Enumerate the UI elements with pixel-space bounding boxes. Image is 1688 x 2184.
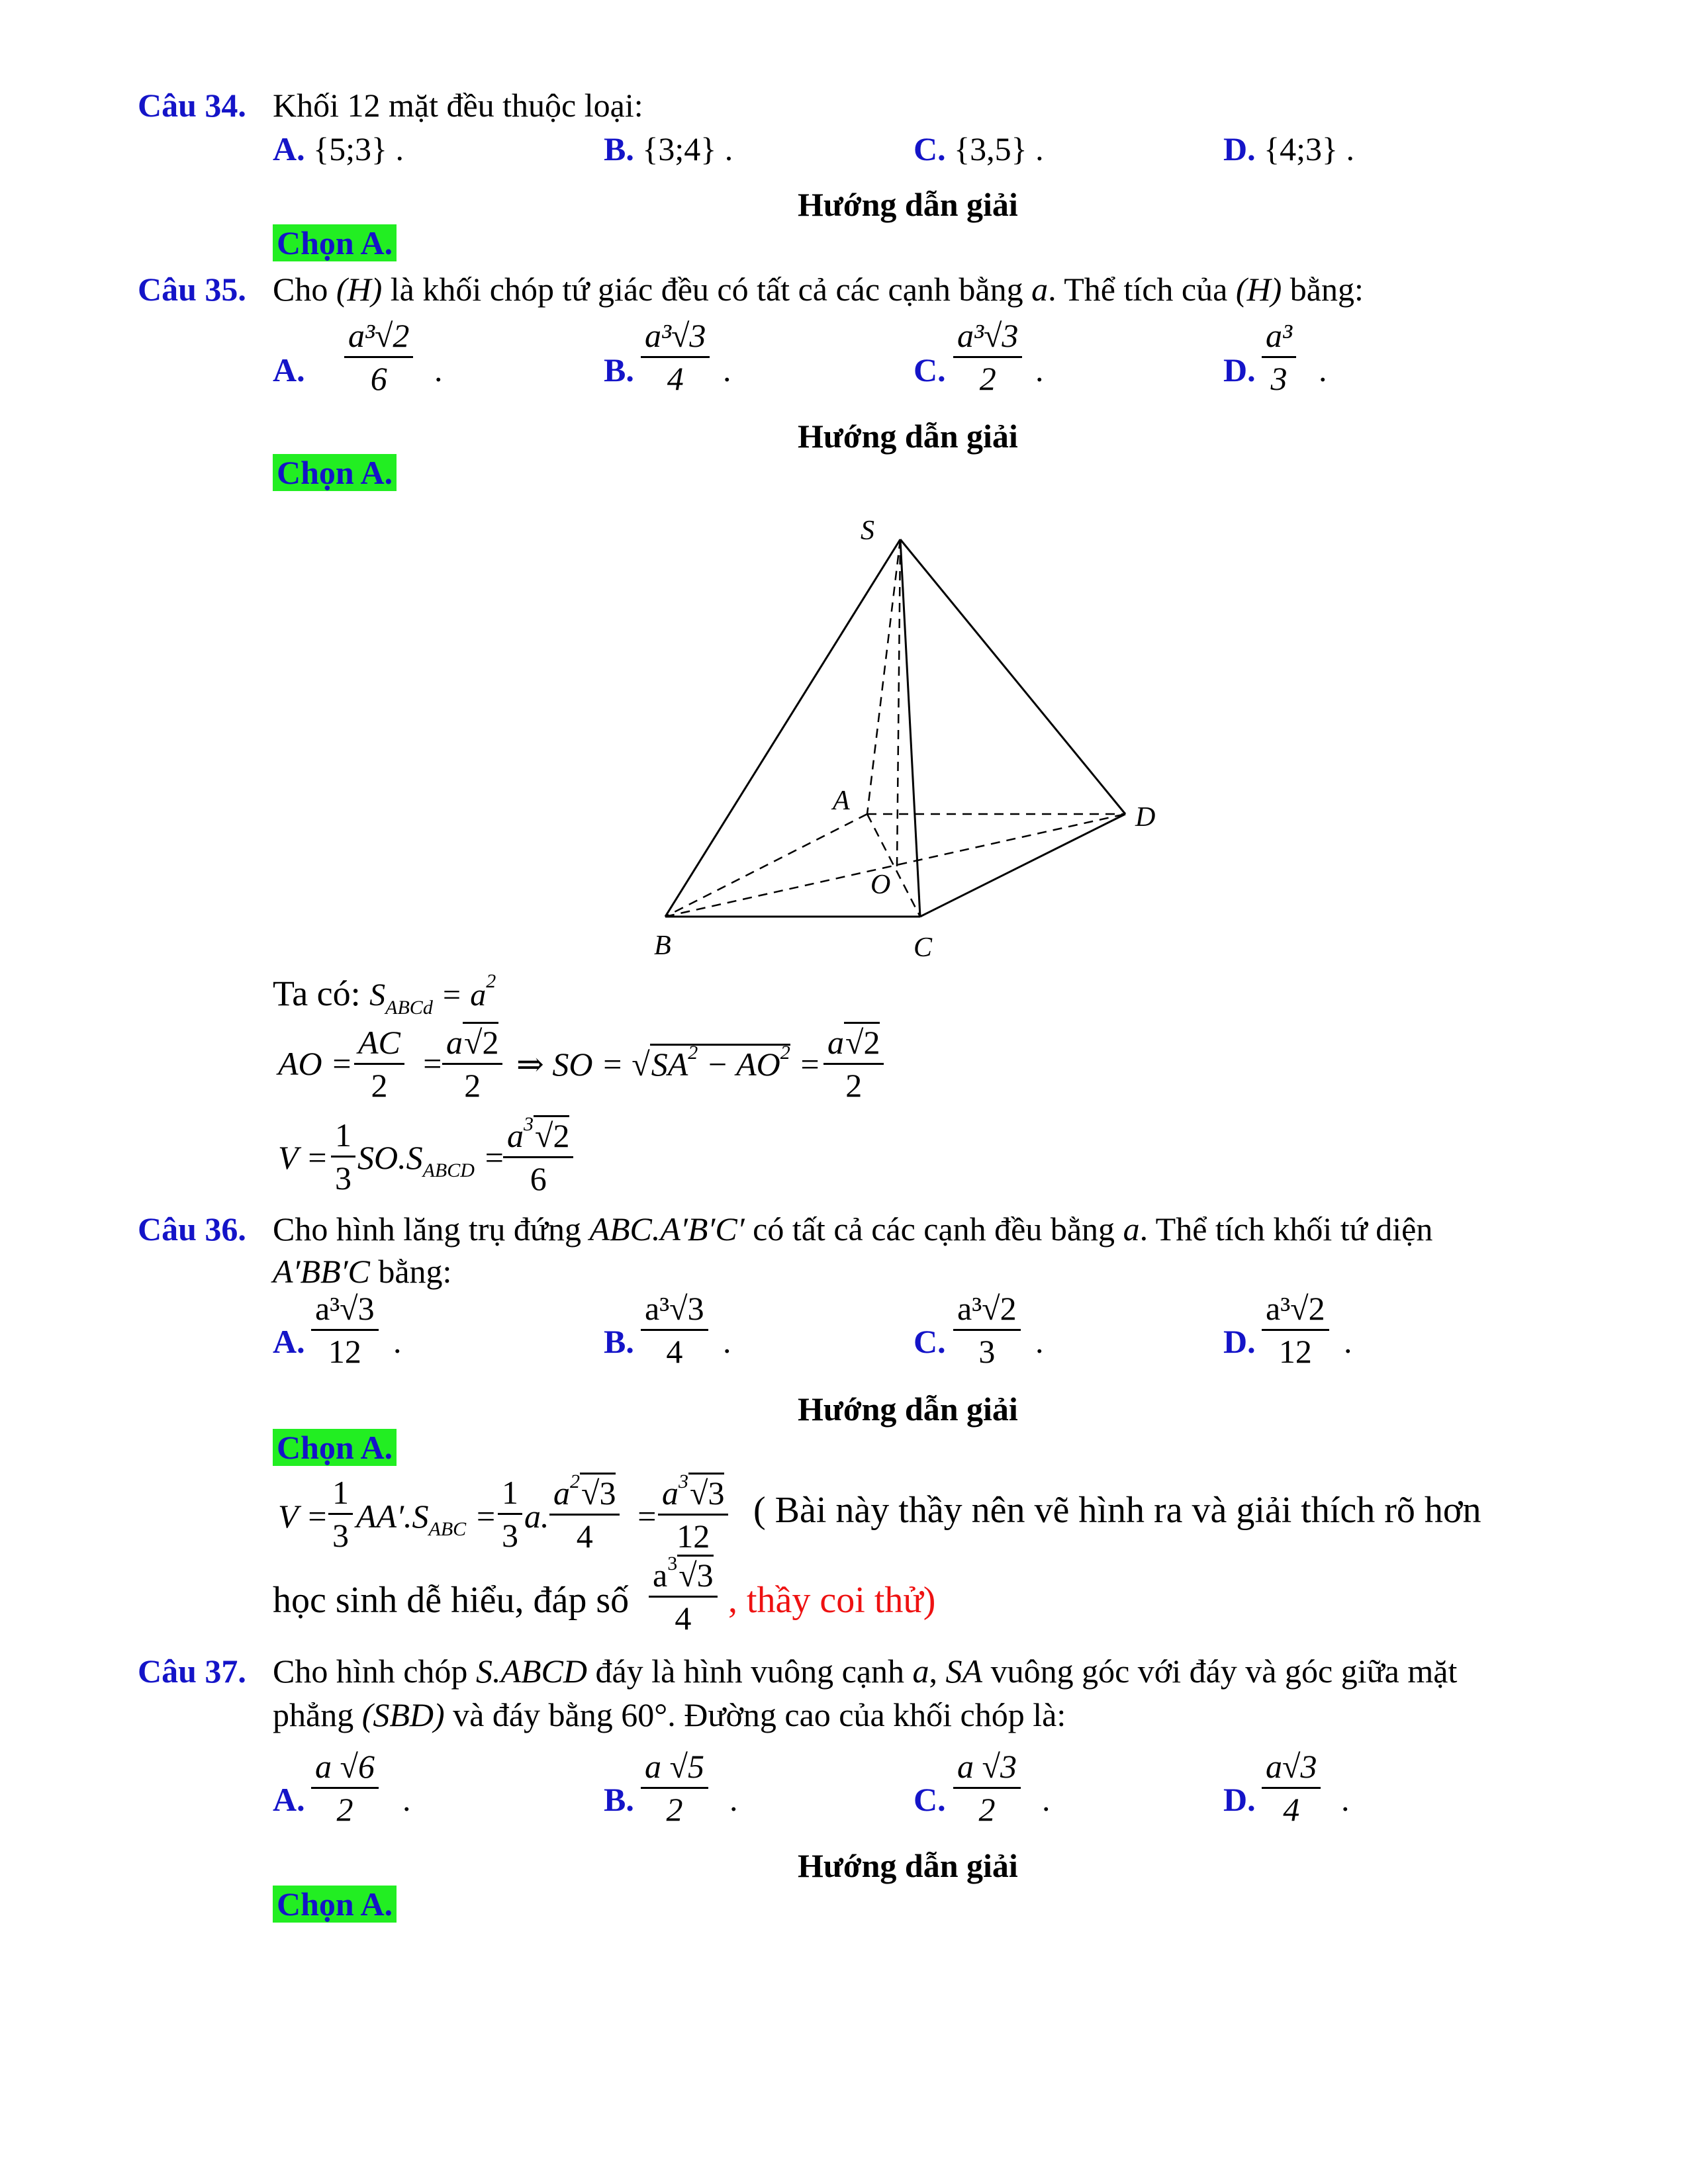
q36-text-line1: Cho hình lăng trụ đứng ABC.A′B′C′ có tất cả các cạnh đều bằng a. Thể tích khối tứ diện: [273, 1210, 1433, 1248]
q34-option-a-value: {5;3}: [313, 130, 387, 167]
edge-cd: [920, 814, 1125, 917]
label-s: S: [861, 516, 874, 546]
edge-sd: [900, 539, 1125, 814]
q36-option-c-frac: a³√2 3: [953, 1289, 1021, 1371]
q35-label: Câu 35.: [138, 271, 246, 308]
edge-sb: [665, 539, 900, 917]
q34-option-b-letter: B.: [604, 130, 634, 167]
q34-option-b: B. {3;4} .: [604, 130, 733, 167]
q34-guide-heading: Hướng dẫn giải: [798, 186, 1018, 223]
q36-text-line2: A′BB′C bằng:: [273, 1253, 452, 1290]
q34-option-d: D. {4;3} .: [1223, 130, 1354, 167]
q35-text: Cho (H) là khối chóp tứ giác đều có tất cả các cạnh bằng a. Thể tích của (H) bằng:: [273, 271, 1364, 308]
q35-solution-line1: S_ABCd = a²: [993, 1059, 997, 1060]
q36-solution-formula: V = 1/3 AA′.S_ABC = 1/3 a.a²√3/4 = a³√3/12: [993, 1456, 1006, 1457]
q37-option-a-frac: a √6 2: [311, 1747, 379, 1829]
q36-option-b-frac: a³√3 4: [641, 1289, 708, 1371]
q34-label: Câu 34.: [138, 87, 246, 124]
q34-text: Khối 12 mặt đều thuộc loại:: [273, 87, 643, 124]
edge-sa: [867, 539, 900, 814]
q36-answer: Chọn A.: [273, 1428, 397, 1467]
q35-answer: Chọn A.: [273, 453, 397, 492]
label-b: B: [654, 931, 671, 961]
q34-option-d-letter: D.: [1223, 130, 1256, 167]
q36-note-line2: học sinh dễ hiểu, đáp số: [273, 1580, 630, 1621]
q34-option-b-value: {3;4}: [642, 130, 717, 167]
q37-option-c-letter: C.: [914, 1781, 946, 1818]
pyramid-figure: [635, 510, 1165, 966]
q35-option-b-letter: B.: [604, 351, 634, 388]
q36-option-b-letter: B.: [604, 1323, 634, 1360]
height-so: [897, 539, 900, 867]
diag-ac: [867, 814, 920, 917]
q35-option-b-frac: a³√3 4: [641, 316, 710, 398]
q34-option-a-letter: A.: [273, 130, 305, 167]
q35-option-a-letter: A.: [273, 351, 305, 388]
q37-text-line2: phẳng (SBD) và đáy bằng 60°. Đường cao của khối chóp là:: [273, 1696, 1066, 1733]
q36-option-d-frac: a³√2 12: [1262, 1289, 1329, 1371]
q36-guide-heading: Hướng dẫn giải: [798, 1390, 1018, 1428]
label-o: O: [870, 870, 891, 900]
q37-option-b-frac: a √5 2: [641, 1747, 708, 1829]
q37-text-line1: Cho hình chóp S.ABCD đáy là hình vuông cạnh a, SA vuông góc với đáy và góc giữa mặt: [273, 1653, 1458, 1690]
q37-option-d-letter: D.: [1223, 1781, 1256, 1818]
label-a: A: [833, 786, 850, 816]
q36-note-line1: ( Bài này thầy nên vẽ hình ra và giải thích rõ hơn: [753, 1490, 1481, 1531]
q37-answer: Chọn A.: [273, 1885, 397, 1923]
label-c: C: [914, 933, 933, 963]
q37-option-b-letter: B.: [604, 1781, 634, 1818]
q37-option-c-frac: a √3 2: [953, 1747, 1021, 1829]
q36-option-a-letter: A.: [273, 1323, 305, 1360]
q34-option-c-letter: C.: [914, 130, 946, 167]
q35-solution-intro: Ta có: SABCd = $a^2$: [273, 970, 496, 1019]
q35-option-d-frac: a³ 3: [1262, 316, 1296, 398]
diag-bd: [665, 814, 1125, 917]
q36-option-d-letter: D.: [1223, 1323, 1256, 1360]
q34-option-c-value: {3,5}: [954, 130, 1027, 167]
q34-option-a: A. {5;3} .: [273, 130, 404, 167]
q35-solution-line3: V = 1/3 SO.S_ABCD = a³√2/6: [993, 1112, 1002, 1113]
q37-guide-heading: Hướng dẫn giải: [798, 1847, 1018, 1884]
q37-option-d-frac: a√3 4: [1262, 1747, 1321, 1829]
q35-option-a-frac: a³√2 6: [344, 316, 413, 398]
q36-option-c-letter: C.: [914, 1323, 946, 1360]
q34-answer: Chọn A.: [273, 224, 397, 262]
q36-note-frac: $a^3√3$ 4: [649, 1555, 718, 1637]
q35-guide-heading: Hướng dẫn giải: [798, 418, 1018, 455]
q36-label: Câu 36.: [138, 1210, 246, 1248]
q34-option-d-value: {4;3}: [1264, 130, 1338, 167]
q37-label: Câu 37.: [138, 1653, 246, 1690]
q35-option-d-letter: D.: [1223, 351, 1256, 388]
q35-option-c-letter: C.: [914, 351, 946, 388]
q36-option-a-frac: a³√3 12: [311, 1289, 379, 1371]
q37-option-a-letter: A.: [273, 1781, 305, 1818]
q35-solution-line2: AO = AC/2 = a√2/2 ⇒ SO = √(SA² − AO²) = a√2/2: [993, 1085, 1007, 1086]
q35-option-c-frac: a³√3 2: [953, 316, 1022, 398]
label-d: D: [1135, 802, 1156, 833]
q34-option-c: C. {3,5} .: [914, 130, 1044, 167]
q36-note-red: , thầy coi thử): [728, 1580, 936, 1621]
edge-ab: [665, 814, 867, 917]
